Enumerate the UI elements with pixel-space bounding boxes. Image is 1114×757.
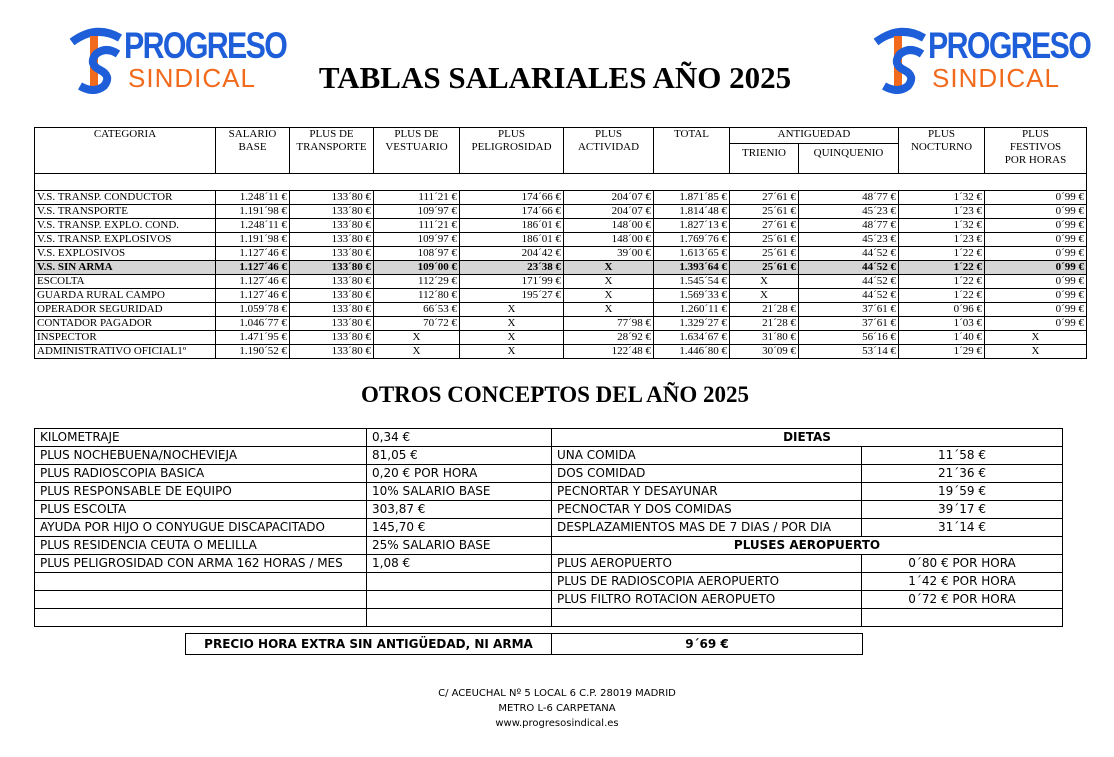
- aeropuerto-value: 0´80 € POR HORA: [862, 555, 1063, 573]
- otros-row: [35, 447, 1063, 465]
- value-cell: 133´80 €: [290, 303, 374, 317]
- value-cell: 1´22 €: [899, 247, 985, 261]
- aeropuerto-label: PLUS DE RADIOSCOPIA AEROPUERTO: [552, 573, 862, 591]
- logo-word-sindical: SINDICAL: [932, 63, 1060, 93]
- table-row: [35, 233, 1087, 247]
- concept-value: 145,70 €: [367, 519, 552, 537]
- header-categoria: CATEGORIA: [35, 128, 216, 174]
- value-cell: 0´99 €: [985, 219, 1087, 233]
- value-cell: 0´99 €: [985, 233, 1087, 247]
- page-title: TABLAS SALARIALES AÑO 2025: [318, 60, 792, 95]
- value-cell: 133´80 €: [290, 345, 374, 359]
- salary-table: [34, 127, 1087, 359]
- value-cell: 45´23 €: [799, 233, 899, 247]
- value-cell: 25´61 €: [730, 233, 799, 247]
- value-cell: 56´16 €: [799, 331, 899, 345]
- value-cell: 1´22 €: [899, 261, 985, 275]
- empty-cell: [35, 609, 367, 627]
- dietas-header: DIETAS: [552, 429, 1063, 447]
- value-cell: X: [460, 303, 564, 317]
- value-cell: 0´99 €: [985, 205, 1087, 219]
- value-cell: 133´80 €: [290, 331, 374, 345]
- table-row: [35, 331, 1087, 345]
- value-cell: X: [730, 289, 799, 303]
- value-cell: 1.871´85 €: [654, 191, 730, 205]
- header-plus-transporte: PLUS DE TRANSPORTE: [290, 128, 374, 174]
- value-cell: 109´97 €: [374, 233, 460, 247]
- value-cell: 1´29 €: [899, 345, 985, 359]
- value-cell: 27´61 €: [730, 191, 799, 205]
- value-cell: 21´28 €: [730, 303, 799, 317]
- logo-word-progreso: PROGRESO: [928, 25, 1091, 66]
- value-cell: 1.769´76 €: [654, 233, 730, 247]
- value-cell: 44´52 €: [799, 275, 899, 289]
- value-cell: 133´80 €: [290, 233, 374, 247]
- otros-row: [35, 483, 1063, 501]
- category-cell: V.S. TRANSP. EXPLO. COND.: [35, 219, 216, 233]
- category-cell: V.S. SIN ARMA: [35, 261, 216, 275]
- concept-value: 303,87 €: [367, 501, 552, 519]
- value-cell: 133´80 €: [290, 247, 374, 261]
- otros-row: [35, 501, 1063, 519]
- value-cell: 1.814´48 €: [654, 205, 730, 219]
- otros-row: [35, 591, 1063, 609]
- value-cell: 112´80 €: [374, 289, 460, 303]
- value-cell: 133´80 €: [290, 261, 374, 275]
- aeropuerto-header: PLUSES AEROPUERTO: [552, 537, 1063, 555]
- value-cell: X: [985, 331, 1087, 345]
- header-plus-peligrosidad: PLUS PELIGROSIDAD: [460, 128, 564, 174]
- dieta-value: 39´17 €: [862, 501, 1063, 519]
- value-cell: 37´61 €: [799, 317, 899, 331]
- value-cell: 1´40 €: [899, 331, 985, 345]
- value-cell: 44´52 €: [799, 261, 899, 275]
- value-cell: 186´01 €: [460, 233, 564, 247]
- value-cell: X: [564, 261, 654, 275]
- dieta-label: PECNORTAR Y DESAYUNAR: [552, 483, 862, 501]
- empty-cell: [367, 591, 552, 609]
- category-cell: CONTADOR PAGADOR: [35, 317, 216, 331]
- table-row: [35, 191, 1087, 205]
- header-salario-base: SALARIO BASE: [216, 128, 290, 174]
- otros-row: [35, 465, 1063, 483]
- concept-label: PLUS RESIDENCIA CEUTA O MELILLA: [35, 537, 367, 555]
- empty-cell: [35, 573, 367, 591]
- spacer-row: [35, 174, 1087, 191]
- hora-extra-table: [185, 633, 863, 655]
- value-cell: 70´72 €: [374, 317, 460, 331]
- logo-mark-icon: [870, 24, 930, 94]
- otros-title: OTROS CONCEPTOS DEL AÑO 2025: [360, 382, 750, 407]
- value-cell: 1´03 €: [899, 317, 985, 331]
- value-cell: 0´99 €: [985, 191, 1087, 205]
- value-cell: 109´97 €: [374, 205, 460, 219]
- value-cell: X: [374, 345, 460, 359]
- value-cell: X: [564, 303, 654, 317]
- value-cell: 45´23 €: [799, 205, 899, 219]
- header-quinquenio: QUINQUENIO: [799, 144, 899, 174]
- value-cell: 1.059´78 €: [216, 303, 290, 317]
- value-cell: 133´80 €: [290, 275, 374, 289]
- category-cell: V.S. TRANSP. CONDUCTOR: [35, 191, 216, 205]
- value-cell: 108´97 €: [374, 247, 460, 261]
- value-cell: 1´22 €: [899, 275, 985, 289]
- dieta-value: 19´59 €: [862, 483, 1063, 501]
- logo-word-sindical: SINDICAL: [128, 63, 256, 93]
- value-cell: 25´61 €: [730, 261, 799, 275]
- value-cell: X: [730, 275, 799, 289]
- category-cell: OPERADOR SEGURIDAD: [35, 303, 216, 317]
- value-cell: 44´52 €: [799, 247, 899, 261]
- empty-cell: [35, 591, 367, 609]
- dieta-value: 11´58 €: [862, 447, 1063, 465]
- header-total: TOTAL: [654, 128, 730, 174]
- value-cell: 1´22 €: [899, 289, 985, 303]
- otros-row: [35, 519, 1063, 537]
- value-cell: 1.127´46 €: [216, 289, 290, 303]
- value-cell: 1.127´46 €: [216, 247, 290, 261]
- value-cell: 37´61 €: [799, 303, 899, 317]
- value-cell: 0´99 €: [985, 303, 1087, 317]
- table-row: [35, 247, 1087, 261]
- value-cell: 122´48 €: [564, 345, 654, 359]
- empty-cell: [862, 609, 1063, 627]
- value-cell: 111´21 €: [374, 191, 460, 205]
- concept-label: KILOMETRAJE: [35, 429, 367, 447]
- logo-mark-icon: [66, 24, 126, 94]
- category-cell: INSPECTOR: [35, 331, 216, 345]
- hora-extra-value: 9´69 €: [552, 634, 863, 655]
- value-cell: 1.569´33 €: [654, 289, 730, 303]
- value-cell: 1.190´52 €: [216, 345, 290, 359]
- concept-label: PLUS ESCOLTA: [35, 501, 367, 519]
- logo-right: [870, 24, 1091, 94]
- value-cell: 25´61 €: [730, 247, 799, 261]
- value-cell: 1.191´98 €: [216, 233, 290, 247]
- value-cell: 1.248´11 €: [216, 219, 290, 233]
- table-row: [35, 317, 1087, 331]
- value-cell: 195´27 €: [460, 289, 564, 303]
- header-plus-actividad: PLUS ACTIVIDAD: [564, 128, 654, 174]
- value-cell: 1.260´11 €: [654, 303, 730, 317]
- header-trienio: TRIENIO: [730, 144, 799, 174]
- concept-value: 1,08 €: [367, 555, 552, 573]
- value-cell: 133´80 €: [290, 219, 374, 233]
- concept-value: 0,20 € POR HORA: [367, 465, 552, 483]
- value-cell: 1´32 €: [899, 219, 985, 233]
- value-cell: X: [460, 331, 564, 345]
- footer-metro: METRO L-6 CARPETANA: [498, 703, 616, 714]
- table-row: [35, 289, 1087, 303]
- concept-label: PLUS PELIGROSIDAD CON ARMA 162 HORAS / MES: [35, 555, 367, 573]
- value-cell: 48´77 €: [799, 191, 899, 205]
- value-cell: 23´38 €: [460, 261, 564, 275]
- hora-extra-row: [186, 634, 863, 655]
- concept-label: AYUDA POR HIJO O CONYUGUE DISCAPACITADO: [35, 519, 367, 537]
- otros-table: [34, 428, 1063, 627]
- hora-extra-label: PRECIO HORA EXTRA SIN ANTIGÜEDAD, NI ARMA: [186, 634, 552, 655]
- dieta-value: 31´14 €: [862, 519, 1063, 537]
- value-cell: 133´80 €: [290, 191, 374, 205]
- footer: [357, 686, 757, 731]
- otros-row: [35, 555, 1063, 573]
- header-plus-vestuario: PLUS DE VESTUARIO: [374, 128, 460, 174]
- header-plus-festivos: PLUS FESTIVOS POR HORAS: [985, 128, 1087, 174]
- value-cell: 1.827´13 €: [654, 219, 730, 233]
- concept-label: PLUS RADIOSCOPIA BASICA: [35, 465, 367, 483]
- value-cell: 44´52 €: [799, 289, 899, 303]
- value-cell: 133´80 €: [290, 317, 374, 331]
- table-row: [35, 219, 1087, 233]
- value-cell: 1.127´46 €: [216, 275, 290, 289]
- value-cell: 28´92 €: [564, 331, 654, 345]
- value-cell: 21´28 €: [730, 317, 799, 331]
- concept-value: 25% SALARIO BASE: [367, 537, 552, 555]
- value-cell: 1.248´11 €: [216, 191, 290, 205]
- value-cell: 1.329´27 €: [654, 317, 730, 331]
- value-cell: 174´66 €: [460, 205, 564, 219]
- value-cell: 1.471´95 €: [216, 331, 290, 345]
- table-row: [35, 261, 1087, 275]
- aeropuerto-label: PLUS FILTRO ROTACION AEROPUETO: [552, 591, 862, 609]
- value-cell: 25´61 €: [730, 205, 799, 219]
- value-cell: X: [564, 289, 654, 303]
- value-cell: 0´96 €: [899, 303, 985, 317]
- footer-address: C/ ACEUCHAL Nº 5 LOCAL 6 C.P. 28019 MADRID: [438, 688, 676, 699]
- value-cell: 1.127´46 €: [216, 261, 290, 275]
- value-cell: 1.613´65 €: [654, 247, 730, 261]
- category-cell: ESCOLTA: [35, 275, 216, 289]
- value-cell: 1.393´64 €: [654, 261, 730, 275]
- value-cell: 1.545´54 €: [654, 275, 730, 289]
- header-plus-nocturno: PLUS NOCTURNO: [899, 128, 985, 174]
- value-cell: 53´14 €: [799, 345, 899, 359]
- empty-cell: [552, 609, 862, 627]
- value-cell: 204´07 €: [564, 191, 654, 205]
- value-cell: 48´77 €: [799, 219, 899, 233]
- value-cell: 1´32 €: [899, 191, 985, 205]
- value-cell: 171´99 €: [460, 275, 564, 289]
- value-cell: 1.446´80 €: [654, 345, 730, 359]
- value-cell: 0´99 €: [985, 289, 1087, 303]
- category-cell: ADMINISTRATIVO OFICIAL1º: [35, 345, 216, 359]
- dieta-label: PECNOCTAR Y DOS COMIDAS: [552, 501, 862, 519]
- value-cell: 186´01 €: [460, 219, 564, 233]
- value-cell: 1.191´98 €: [216, 205, 290, 219]
- value-cell: 111´21 €: [374, 219, 460, 233]
- value-cell: 133´80 €: [290, 289, 374, 303]
- value-cell: 30´09 €: [730, 345, 799, 359]
- value-cell: 1´23 €: [899, 233, 985, 247]
- value-cell: 1´23 €: [899, 205, 985, 219]
- otros-row: [35, 609, 1063, 627]
- category-cell: V.S. TRANSP. EXPLOSIVOS: [35, 233, 216, 247]
- category-cell: V.S. EXPLOSIVOS: [35, 247, 216, 261]
- otros-row: [35, 537, 1063, 555]
- value-cell: 1.046´77 €: [216, 317, 290, 331]
- table-row: [35, 205, 1087, 219]
- value-cell: 27´61 €: [730, 219, 799, 233]
- dieta-label: DESPLAZAMIENTOS MAS DE 7 DIAS / POR DIA: [552, 519, 862, 537]
- table-row: [35, 275, 1087, 289]
- value-cell: 0´99 €: [985, 247, 1087, 261]
- otros-row: [35, 429, 1063, 447]
- concept-value: 81,05 €: [367, 447, 552, 465]
- value-cell: 133´80 €: [290, 205, 374, 219]
- concept-value: 0,34 €: [367, 429, 552, 447]
- value-cell: X: [374, 331, 460, 345]
- value-cell: 204´07 €: [564, 205, 654, 219]
- value-cell: 31´80 €: [730, 331, 799, 345]
- value-cell: 174´66 €: [460, 191, 564, 205]
- dieta-label: DOS COMIDAD: [552, 465, 862, 483]
- dieta-value: 21´36 €: [862, 465, 1063, 483]
- value-cell: 148´00 €: [564, 233, 654, 247]
- header-antiguedad: ANTIGUEDAD: [730, 128, 899, 144]
- aeropuerto-label: PLUS AEROPUERTO: [552, 555, 862, 573]
- concept-value: 10% SALARIO BASE: [367, 483, 552, 501]
- otros-row: [35, 573, 1063, 591]
- value-cell: 0´99 €: [985, 261, 1087, 275]
- value-cell: X: [985, 345, 1087, 359]
- value-cell: 66´53 €: [374, 303, 460, 317]
- logo-word-progreso: PROGRESO: [124, 25, 287, 66]
- table-row: [35, 345, 1087, 359]
- value-cell: 148´00 €: [564, 219, 654, 233]
- empty-cell: [367, 609, 552, 627]
- category-cell: V.S. TRANSPORTE: [35, 205, 216, 219]
- value-cell: X: [564, 275, 654, 289]
- aeropuerto-value: 0´72 € POR HORA: [862, 591, 1063, 609]
- dieta-label: UNA COMIDA: [552, 447, 862, 465]
- logo-left: [66, 24, 287, 94]
- value-cell: 1.634´67 €: [654, 331, 730, 345]
- empty-cell: [367, 573, 552, 591]
- value-cell: 0´99 €: [985, 317, 1087, 331]
- table-row: [35, 303, 1087, 317]
- value-cell: 0´99 €: [985, 275, 1087, 289]
- footer-website: www.progresosindical.es: [495, 718, 619, 729]
- value-cell: 39´00 €: [564, 247, 654, 261]
- aeropuerto-value: 1´42 € POR HORA: [862, 573, 1063, 591]
- concept-label: PLUS RESPONSABLE DE EQUIPO: [35, 483, 367, 501]
- concept-label: PLUS NOCHEBUENA/NOCHEVIEJA: [35, 447, 367, 465]
- value-cell: X: [460, 345, 564, 359]
- value-cell: 109´00 €: [374, 261, 460, 275]
- value-cell: X: [460, 317, 564, 331]
- value-cell: 112´29 €: [374, 275, 460, 289]
- category-cell: GUARDA RURAL CAMPO: [35, 289, 216, 303]
- value-cell: 77´98 €: [564, 317, 654, 331]
- value-cell: 204´42 €: [460, 247, 564, 261]
